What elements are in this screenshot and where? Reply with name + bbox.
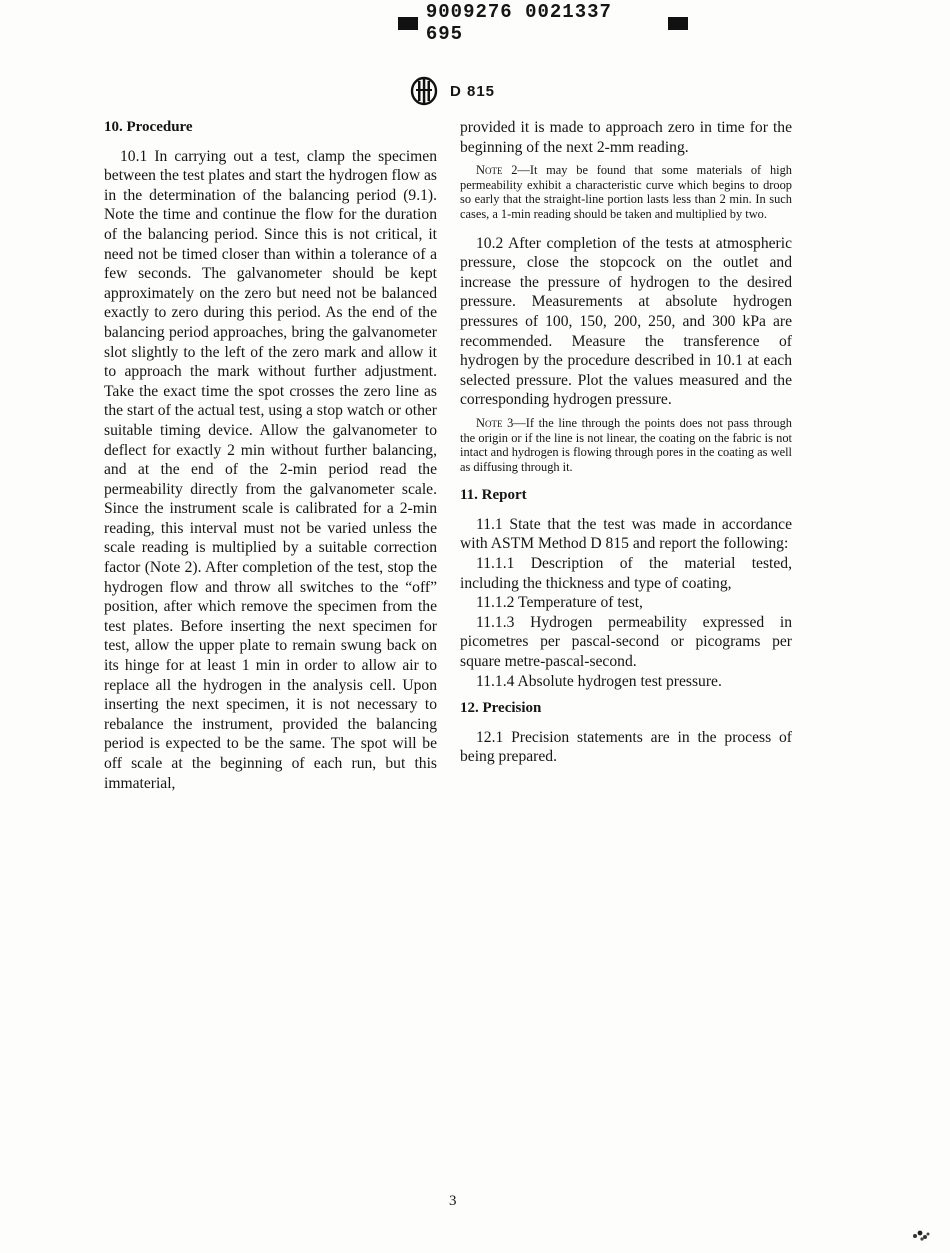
note-3-text: —If the line through the points does not pass through the origin or if the line is not linear, the coating on the fabric is not intact and hydrogen is flowing through pores in the coating as well as diffusing through it. [460, 415, 792, 474]
paragraph-10-2: 10.2 After completion of the tests at atmospheric pressure, close the stopcock on the outlet and increase the pressure of hydrogen to the desired pressure. Measurements at absolute hydrogen pressures of 100, 150, 200, 250, and 300 kPa are recommended. Measure the transference of hydrogen by the procedure described in 10.1 at each selected pressure. Plot the values measured and the corresponding hydrogen pressure. [460, 234, 792, 409]
section-heading-report: 11. Report [460, 487, 527, 504]
section-heading-procedure: 10. Procedure [104, 119, 193, 135]
note-3 [460, 416, 792, 474]
scan-speck-icon [910, 1227, 932, 1243]
astm-logo-icon [410, 76, 438, 106]
paragraph-11-1-1: 11.1.1 Description of the material tested, including the thickness and type of coating, [460, 555, 792, 592]
standard-designation: D 815 [450, 82, 496, 100]
note-2-label: Note 2 [476, 163, 518, 178]
left-column [104, 118, 437, 793]
paragraph-11-1: 11.1 State that the test was made in accordance with ASTM Method D 815 and report the following: [460, 515, 792, 553]
paragraph-10-1: 10.1 In carrying out a test, clamp the specimen between the test plates and start the hydrogen flow as in the determination of the balancing period (9.1). Note the time and continue the flow for the duration of the balancing period. Since this is not critical, it need not be timed closer than within a tolerance of a few seconds. The galvanometer should be kept approximately on the zero but need not be balanced exactly to zero during this period. As the end of the balancing period approaches, bring the galvanometer slot slightly to the left of the zero mark and allow it to approach the mark without further adjustment. Take the exact time the spot crosses the zero line as the start of the actual test, using a stop watch or other suitable timing device. Allow the galvanometer to deflect for exactly 2 min without further balancing, and at the end of the 2-min period read the permeability directly from the galvanometer scale. Since the instrument scale is calibrated for a 2-min reading, this interval must not be varied unless the scale reading is multiplied by a suitable correction factor (Note 2). After completion of the test, stop the hydrogen flow and throw all switches to the “off” position, after which remove the specimen from the test plates. Before inserting the next specimen for test, allow the upper plate to remain swung back on its hinge for at least 1 min in order to allow air to replace all the hydrogen in the analysis cell. Upon inserting the next specimen, it is not necessary to rebalance the instrument, provided the balancing period is expected to be the same. The spot will be off scale at the beginning of each run, but this immaterial, [104, 147, 437, 792]
document-code [398, 1, 688, 45]
paragraph-continued: provided it is made to approach zero in time for the beginning of the next 2-mm reading. [460, 119, 792, 156]
code-block-right [668, 17, 688, 30]
paragraph-11-1-3: 11.1.3 Hydrogen permeability expressed in picometres per pascal-second or picograms per square metre-pascal-second. [460, 613, 792, 671]
paragraph-11-1-4: 11.1.4 Absolute hydrogen test pressure. [476, 672, 722, 690]
section-heading-precision: 12. Precision [460, 700, 542, 717]
note-2 [460, 163, 792, 221]
page-header [410, 76, 495, 106]
page-number: 3 [449, 1193, 457, 1209]
note-2-text: —It may be found that some materials of high permeability exhibit a characteristic curve which begins to droop so early that the straight-line portion lasts less than 2 min. In such cases, a 1-min reading should be taken and multiplied by two. [460, 163, 792, 221]
document-code-text: 9009276 0021337 695 [425, 1, 612, 45]
right-column [460, 118, 792, 767]
paragraph-12-1: 12.1 Precision statements are in the process of being prepared. [460, 728, 792, 766]
paragraph-11-1-2: 11.1.2 Temperature of test, [476, 594, 643, 612]
code-block-left [398, 17, 418, 30]
note-3-label: Note 3 [476, 415, 514, 430]
